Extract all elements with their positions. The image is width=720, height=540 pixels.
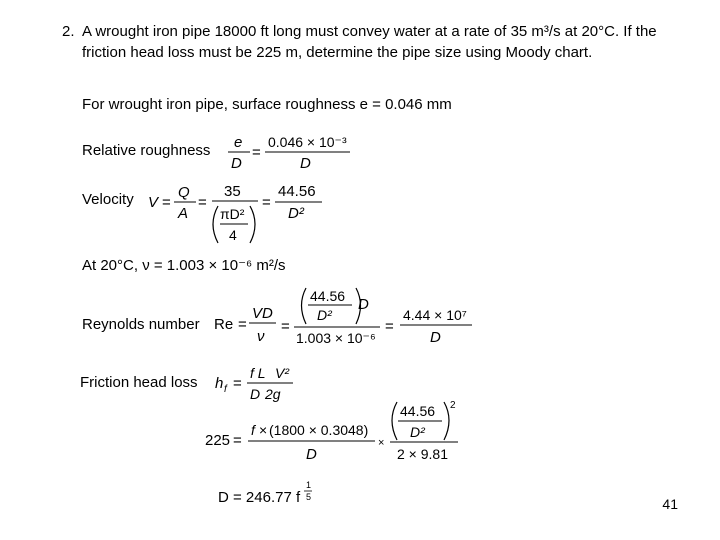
eq-equals: = [281, 318, 290, 335]
paren-left [213, 206, 218, 243]
eq-Re: Re [214, 316, 234, 333]
eq-35: 35 [224, 183, 241, 200]
gravity-term: 2 × 9.81 [397, 446, 448, 462]
eq-D: D [231, 155, 242, 172]
velocity-equation [148, 183, 322, 243]
paren-left [392, 402, 397, 440]
viscosity-value: 1.003 × 10⁻⁶ [296, 330, 376, 346]
eq-D: D [250, 386, 261, 402]
friction-head-loss-label: Friction head loss [80, 374, 198, 391]
reynolds-numerator: 4.44 × 10⁷ [403, 307, 467, 323]
eq-equals: = [252, 144, 261, 161]
roughness-line: For wrought iron pipe, surface roughness e = 0.046 mm [82, 96, 452, 113]
eq-225: 225 [205, 432, 231, 449]
exponent-numerator: 1 [306, 480, 312, 490]
eq-Q: Q [178, 184, 190, 201]
eq-exponent-2: 2 [450, 400, 456, 411]
eq-equals: = [198, 194, 207, 211]
eq-f-subscript: f [224, 384, 227, 395]
eq-fL: f L [250, 365, 266, 381]
eq-times: × [378, 437, 385, 449]
exponent-denominator: 5 [306, 492, 312, 502]
eq-V: V [148, 194, 159, 211]
problem-number: 2. [62, 23, 75, 40]
pipe-length: (1800 × 0.3048) [269, 422, 369, 438]
paren-right [444, 402, 449, 440]
velocity-numerator: 44.56 [278, 183, 316, 200]
eq-equals: = [233, 375, 242, 392]
eq-equals: = [262, 194, 271, 211]
eq-equals: = [385, 318, 394, 335]
page-number: 41 [662, 496, 678, 512]
head-loss-equation [215, 365, 293, 402]
eq-times: × [259, 422, 268, 438]
eq-e: e [234, 134, 243, 151]
reynolds-label: Reynolds number [82, 316, 200, 333]
diameter-result [218, 480, 312, 506]
eq-D: D [358, 296, 369, 313]
eq-D: D [430, 329, 441, 346]
relative-roughness-numerator: 0.046 × 10⁻³ [268, 134, 347, 150]
eq-D2: D² [317, 307, 332, 323]
relative-roughness-label: Relative roughness [82, 142, 211, 159]
eq-nu: ν [257, 328, 265, 345]
eq-2g: 2g [265, 386, 281, 402]
velocity-label: Velocity [82, 191, 134, 208]
velocity-numerator: 44.56 [310, 288, 346, 304]
eq-4: 4 [229, 227, 237, 243]
eq-VD: VD [252, 305, 273, 322]
eq-equals: = [162, 194, 171, 211]
diameter-equation: D = 246.77 f [218, 489, 301, 506]
problem-text: A wrought iron pipe 18000 ft long must convey water at a rate of 35 m³/s at 20°C. If the friction head loss must be 225 m, determine the pipe size using Moody chart. [82, 23, 657, 61]
eq-A: A [178, 205, 189, 222]
eq-equals: = [238, 316, 247, 333]
head-loss-substitution [205, 400, 458, 463]
eq-D: D [300, 155, 311, 172]
eq-h: h [215, 375, 224, 392]
reynolds-equation [214, 288, 472, 346]
eq-f: f [251, 422, 255, 438]
viscosity-line: At 20°C, ν = 1.003 × 10⁻⁶ m²/s [82, 257, 286, 274]
eq-equals: = [233, 432, 242, 449]
eq-D2: D² [410, 424, 425, 440]
relative-roughness-equation [228, 134, 350, 172]
eq-D: D [306, 446, 317, 463]
paren-left [302, 288, 307, 324]
eq-piD2: πD² [220, 206, 245, 222]
paren-right [250, 206, 255, 243]
velocity-numerator: 44.56 [400, 403, 436, 419]
eq-V2: V² [275, 365, 289, 381]
eq-D2: D² [288, 205, 304, 222]
